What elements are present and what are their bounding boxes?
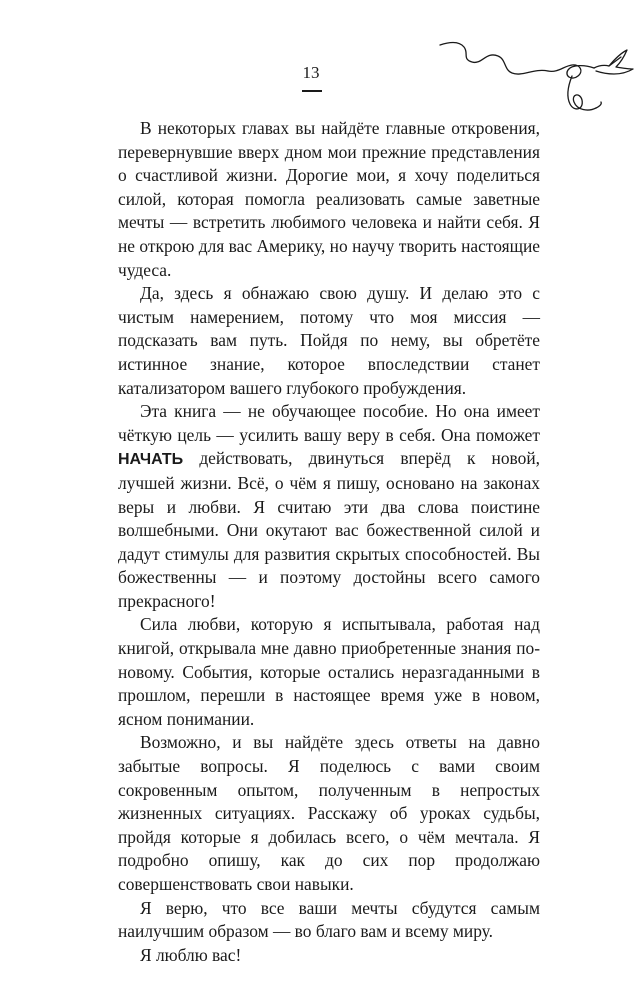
paragraph: Да, здесь я обнажаю свою душу. И делаю это с чистым намерением, потому что моя миссия — подсказать вам путь. Пойдя по нему, вы обретёте истинное знание, которое впоследствии станет катализатором вашего глубокого пробуждения. bbox=[118, 283, 540, 398]
paragraph-text: действовать, двинуться вперёд к новой, лучшей жизни. Всё, о чём я пишу, основано на законах веры и любви. Я считаю эти два слова поистине волшебными. Они окутают вас божественной силой и дадут стимулы для развития скрытых способностей. Вы божественны — и поэтому достойны всего самого прекрасного! bbox=[118, 448, 540, 611]
paragraph: Я люблю вас! bbox=[140, 944, 242, 965]
emphasis-text: НАЧАТЬ bbox=[118, 451, 184, 469]
page-number-rule bbox=[302, 90, 322, 92]
page-number: 13 bbox=[302, 63, 320, 82]
paragraph: В некоторых главах вы найдёте главные откровения, перевернувшие вверх дном мои прежние представления о счастливой жизни. Дорогие мои, я хочу поделиться силой, которая помогла реализовать самые заветные мечты — встретить любимого человека и найти себя. Я не открою для вас Америку, но научу творить настоящие чудеса. bbox=[118, 118, 540, 280]
paragraph bbox=[118, 400, 540, 613]
body-text bbox=[118, 117, 540, 967]
paragraph: Сила любви, которую я испытывала, работая над книгой, открывала мне давно приобретенные знания по-новому. События, которые остались неразгаданными в прошлом, перешли в настоящее время уже в новом, ясном понимании. bbox=[118, 614, 540, 729]
paragraph-text: Эта книга — не обучающее пособие. Но она имеет чёткую цель — усилить вашу веру в себя. Она поможет bbox=[118, 401, 540, 445]
paragraph: Возможно, и вы найдёте здесь ответы на давно забытые вопросы. Я поделюсь с вами своим сокровенным опытом, полученным в непростых жизненных ситуациях. Расскажу об уроках судьбы, пройдя которые я добилась всего, о чём мечтала. Я подробно опишу, как до сих пор продолжаю совершенствовать свои навыки. bbox=[118, 732, 540, 894]
paragraph: Я верю, что все ваши мечты сбудутся самым наилучшим образом — во благо вам и всему миру. bbox=[118, 897, 540, 942]
bird-swirl-icon bbox=[438, 38, 638, 118]
